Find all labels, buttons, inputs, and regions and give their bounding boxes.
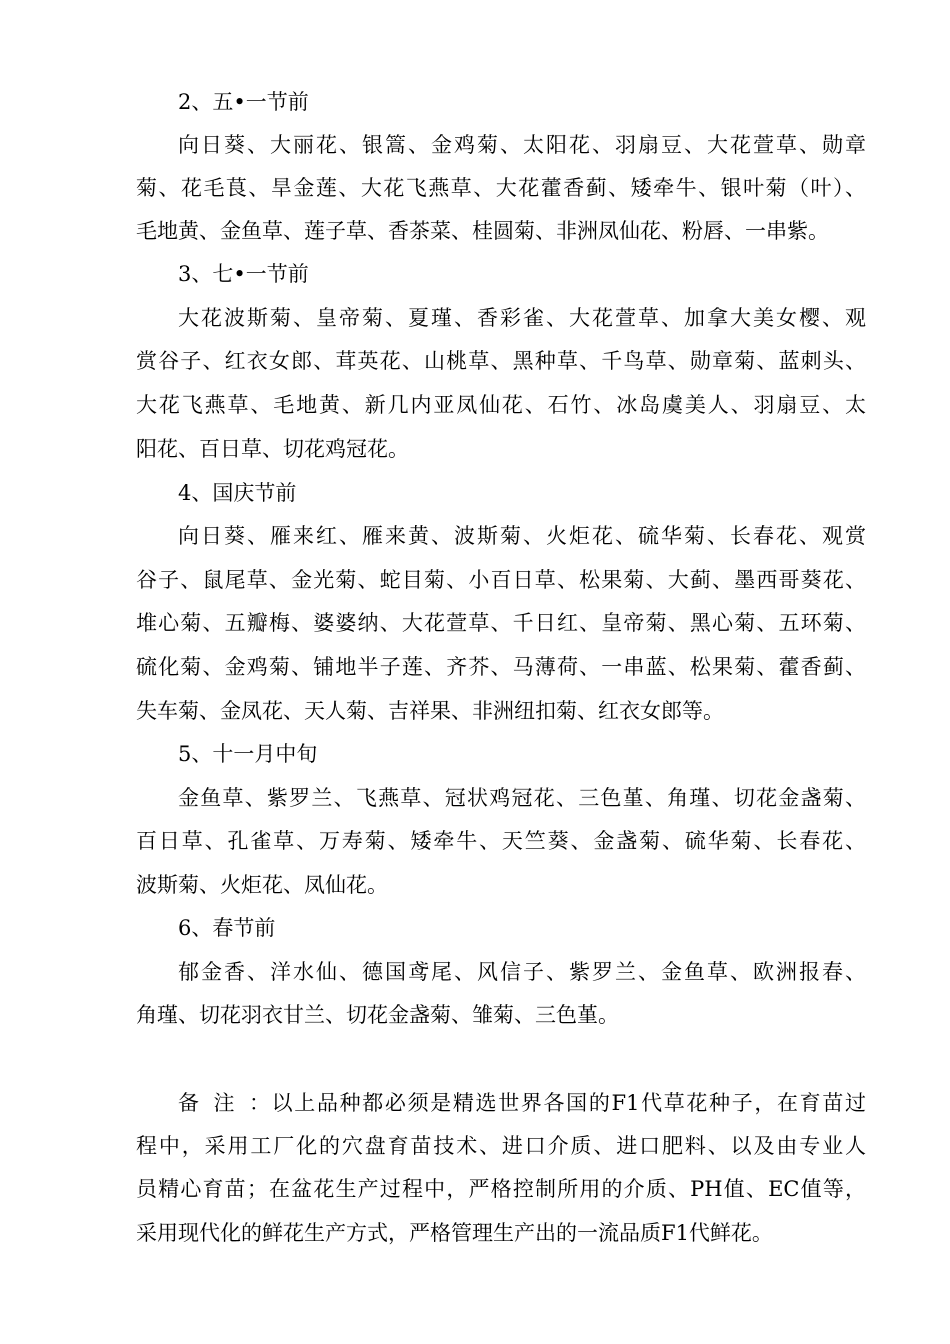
- section-line: 百日草、孔雀草、万寿菊、矮牵牛、天竺葵、金盏菊、硫华菊、长春花、: [136, 829, 866, 853]
- section-heading-national-day: 4、国庆节前: [178, 481, 297, 505]
- note-line: 程中，采用工厂化的穴盘育苗技术、进口介质、进口肥料、以及由专业人: [136, 1134, 866, 1158]
- section-line: 赏谷子、红衣女郎、茸英花、山桃草、黑种草、千鸟草、勋章菊、蓝刺头、: [136, 349, 866, 373]
- section-line: 大花波斯菊、皇帝菊、夏瑾、香彩雀、大花萱草、加拿大美女樱、观: [178, 306, 866, 330]
- section-line: 阳花、百日草、切花鸡冠花。: [136, 437, 409, 461]
- note-line: 采用现代化的鲜花生产方式，严格管理生产出的一流品质F1代鲜花。: [136, 1221, 773, 1245]
- section-line: 角瑾、切花羽衣甘兰、切花金盏菊、雏菊、三色堇。: [136, 1003, 619, 1027]
- section-line: 谷子、鼠尾草、金光菊、蛇目菊、小百日草、松果菊、大蓟、墨西哥葵花、: [136, 568, 866, 592]
- section-line: 硫化菊、金鸡菊、铺地半子莲、齐芥、马薄荷、一串蓝、松果菊、藿香蓟、: [136, 655, 866, 679]
- section-line: 失车菊、金凤花、天人菊、吉祥果、非洲纽扣菊、红衣女郎等。: [136, 699, 724, 723]
- section-line: 向日葵、大丽花、银篙、金鸡菊、太阳花、羽扇豆、大花萱草、勋章: [178, 133, 866, 157]
- section-line: 大花飞燕草、毛地黄、新几内亚凤仙花、石竹、冰岛虞美人、羽扇豆、太: [136, 393, 866, 417]
- section-line: 毛地黄、金鱼草、莲子草、香茶菜、桂圆菊、非洲凤仙花、粉唇、一串紫。: [136, 219, 829, 243]
- note-line: 员精心育苗；在盆花生产过程中，严格控制所用的介质、PH值、EC值等，: [136, 1177, 866, 1201]
- section-line: 向日葵、雁来红、雁来黄、波斯菊、火炬花、硫华菊、长春花、观赏: [178, 524, 866, 548]
- note-text: 以上品种都必须是精选世界各国的F1代草花种子，在育苗过: [270, 1091, 866, 1115]
- section-heading-spring-festival: 6、春节前: [178, 916, 276, 940]
- note-first-line: [178, 1089, 866, 1117]
- section-heading-may-day: 2、五•一节前: [178, 90, 309, 114]
- section-heading-mid-november: 5、十一月中旬: [178, 742, 318, 766]
- section-line: 波斯菊、火炬花、凤仙花。: [136, 873, 388, 897]
- note-label: 备注：: [178, 1091, 270, 1115]
- section-line: 堆心菊、五瓣梅、婆婆纳、大花萱草、千日红、皇帝菊、黑心菊、五环菊、: [136, 611, 866, 635]
- section-line: 菊、花毛茛、旱金莲、大花飞燕草、大花藿香蓟、矮牵牛、银叶菊（叶）、: [136, 176, 866, 200]
- section-heading-july-first: 3、七•一节前: [178, 262, 309, 286]
- section-line: 郁金香、洋水仙、德国鸢尾、风信子、紫罗兰、金鱼草、欧洲报春、: [178, 960, 866, 984]
- section-line: 金鱼草、紫罗兰、飞燕草、冠状鸡冠花、三色堇、角瑾、切花金盏菊、: [178, 786, 866, 810]
